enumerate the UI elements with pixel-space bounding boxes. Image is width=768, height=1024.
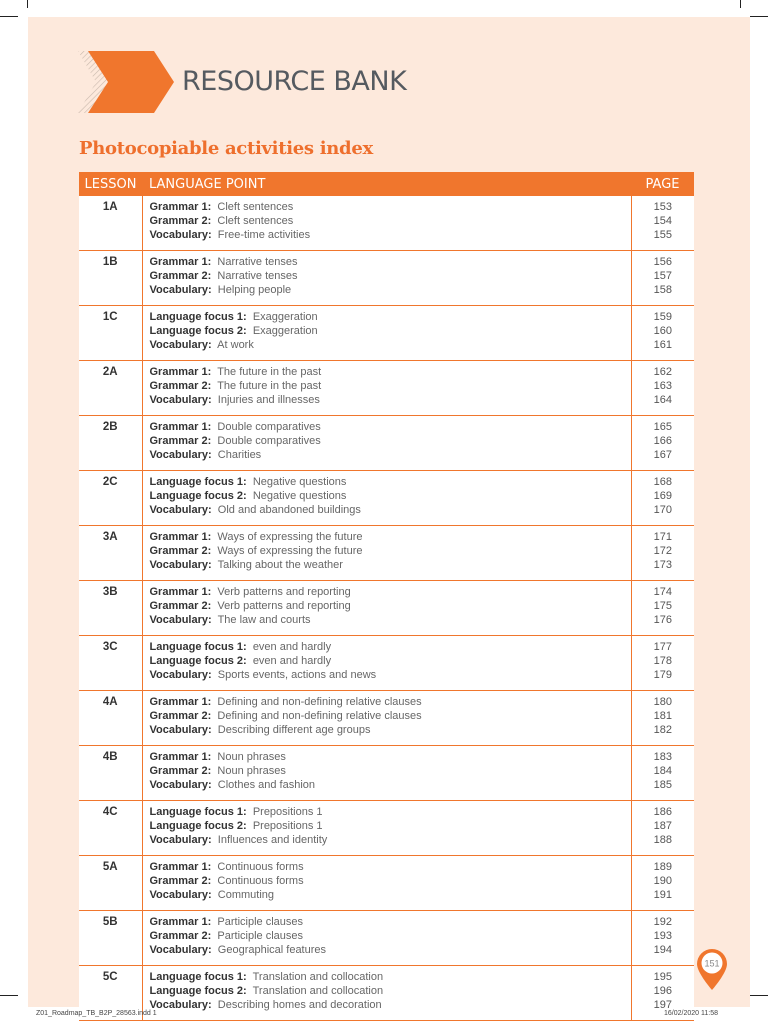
activity-type-label: Grammar 2:	[149, 600, 212, 612]
activity-topic: Participle clauses	[217, 930, 303, 942]
activity-type-label: Grammar 2:	[149, 435, 212, 447]
page-cell	[631, 636, 694, 691]
activity-topic: Describing different age groups	[217, 724, 371, 736]
crop-mark	[0, 995, 18, 996]
activity-topic: even and hardly	[252, 655, 332, 667]
crop-mark	[750, 995, 768, 996]
table-row	[79, 691, 694, 746]
table-row	[79, 526, 694, 581]
page-number-value: 181	[653, 710, 672, 722]
page-number-value: 193	[653, 930, 672, 942]
language-point-line	[150, 365, 631, 379]
activity-topic: Ways of expressing the future	[217, 531, 363, 543]
language-point-line	[150, 255, 631, 269]
page-number-value: 180	[653, 696, 672, 708]
language-point-line	[150, 805, 631, 819]
language-point-line	[150, 489, 631, 503]
page-cell	[631, 526, 694, 581]
lesson-code: 1C	[79, 306, 142, 361]
lesson-code: 4C	[79, 801, 142, 856]
table-row	[79, 966, 694, 1021]
language-point-line	[150, 475, 631, 489]
table-row	[79, 361, 694, 416]
activity-type-label: Vocabulary:	[149, 669, 212, 681]
activity-topic: Describing homes and decoration	[217, 999, 382, 1011]
activity-type-label: Grammar 1:	[149, 586, 212, 598]
activity-type-label: Language focus 1:	[149, 971, 247, 983]
activity-type-label: Grammar 1:	[149, 861, 212, 873]
activity-topic: The law and courts	[217, 614, 311, 626]
activity-topic: Defining and non-defining relative clauses	[217, 710, 422, 722]
page-number-value: 168	[653, 476, 672, 488]
language-point-line	[150, 750, 631, 764]
table-row	[79, 251, 694, 306]
activity-topic: Verb patterns and reporting	[217, 586, 351, 598]
activity-type-label: Language focus 2:	[149, 985, 247, 997]
page-number-value: 195	[653, 971, 672, 983]
language-point-line	[150, 819, 631, 833]
language-point-line	[150, 503, 631, 517]
language-point-line	[150, 943, 631, 957]
language-point-line	[150, 874, 631, 888]
language-point-line	[150, 860, 631, 874]
language-point-cell	[142, 526, 631, 581]
activity-topic: Continuous forms	[217, 861, 304, 873]
page-cell	[631, 581, 694, 636]
activity-type-label: Grammar 1:	[149, 696, 212, 708]
activity-topic: even and hardly	[252, 641, 332, 653]
activity-type-label: Grammar 1:	[149, 421, 212, 433]
footer-filename: Z01_Roadmap_TB_B2P_28563.indd 1	[36, 1010, 157, 1017]
activity-topic: Negative questions	[252, 490, 347, 502]
page-number-value: 169	[653, 490, 672, 502]
language-point-line	[150, 929, 631, 943]
activity-topic: Clothes and fashion	[217, 779, 316, 791]
activity-topic: Narrative tenses	[217, 270, 298, 282]
page-cell	[631, 361, 694, 416]
page-number-value: 191	[653, 889, 672, 901]
activity-topic: Old and abandoned buildings	[217, 504, 361, 516]
page-number-value: 159	[653, 311, 672, 323]
page-number-value: 192	[653, 916, 672, 928]
activity-type-label: Vocabulary:	[149, 229, 212, 241]
activities-index-table	[79, 172, 694, 1021]
crop-mark	[27, 0, 28, 8]
activity-topic: The future in the past	[217, 366, 322, 378]
activity-type-label: Grammar 1:	[149, 201, 212, 213]
activity-topic: Ways of expressing the future	[217, 545, 363, 557]
language-point-cell	[142, 361, 631, 416]
language-point-cell	[142, 471, 631, 526]
activity-topic: Noun phrases	[217, 765, 286, 777]
activity-type-label: Grammar 2:	[149, 930, 212, 942]
page-number-value: 173	[653, 559, 672, 571]
language-point-line	[150, 668, 631, 682]
page-number-value: 164	[653, 394, 672, 406]
activity-type-label: Vocabulary:	[149, 834, 212, 846]
activity-type-label: Language focus 1:	[149, 806, 247, 818]
language-point-cell	[142, 636, 631, 691]
page-number-value: 174	[653, 586, 672, 598]
page-number-value: 179	[653, 669, 672, 681]
column-header-page: PAGE	[631, 172, 694, 196]
activity-topic: Prepositions 1	[252, 806, 323, 818]
page-number-value: 166	[653, 435, 672, 447]
activity-type-label: Language focus 1:	[149, 476, 247, 488]
language-point-line	[150, 915, 631, 929]
language-point-cell	[142, 856, 631, 911]
activity-topic: Verb patterns and reporting	[217, 600, 351, 612]
page-number-value: 161	[653, 339, 672, 351]
language-point-line	[150, 338, 631, 352]
page-number-value: 197	[653, 999, 672, 1011]
language-point-line	[150, 640, 631, 654]
activity-topic: Influences and identity	[217, 834, 328, 846]
activity-type-label: Grammar 1:	[149, 751, 212, 763]
column-header-lesson: LESSON	[79, 172, 142, 196]
activity-type-label: Vocabulary:	[149, 944, 212, 956]
language-point-cell	[142, 966, 631, 1021]
activity-type-label: Vocabulary:	[149, 449, 212, 461]
language-point-cell	[142, 911, 631, 966]
language-point-cell	[142, 691, 631, 746]
language-point-line	[150, 420, 631, 434]
page-cell	[631, 691, 694, 746]
activity-topic: Injuries and illnesses	[217, 394, 320, 406]
page-number-value: 187	[653, 820, 672, 832]
activity-topic: Exaggeration	[252, 325, 318, 337]
activity-topic: Helping people	[217, 284, 292, 296]
page-number-value: 154	[653, 215, 672, 227]
page-number-value: 177	[653, 641, 672, 653]
language-point-line	[150, 448, 631, 462]
page-number-value: 157	[653, 270, 672, 282]
language-point-line	[150, 379, 631, 393]
activity-topic: Cleft sentences	[217, 215, 294, 227]
activity-topic: Prepositions 1	[252, 820, 323, 832]
table-header-row	[79, 172, 694, 196]
lesson-code: 4A	[79, 691, 142, 746]
activity-type-label: Grammar 2:	[149, 710, 212, 722]
page-number-value: 165	[653, 421, 672, 433]
language-point-cell	[142, 306, 631, 361]
language-point-line	[150, 709, 631, 723]
language-point-line	[150, 833, 631, 847]
lesson-code: 2B	[79, 416, 142, 471]
activity-topic: Double comparatives	[217, 435, 321, 447]
activity-type-label: Grammar 1:	[149, 916, 212, 928]
language-point-line	[150, 778, 631, 792]
lesson-code: 4B	[79, 746, 142, 801]
language-point-line	[150, 585, 631, 599]
page-title: RESOURCE BANK	[182, 66, 407, 97]
page-number-value: 153	[653, 201, 672, 213]
lesson-code: 5B	[79, 911, 142, 966]
activity-type-label: Vocabulary:	[149, 559, 212, 571]
table-row	[79, 636, 694, 691]
lesson-code: 5A	[79, 856, 142, 911]
language-point-line	[150, 434, 631, 448]
language-point-cell	[142, 801, 631, 856]
activity-topic: Noun phrases	[217, 751, 286, 763]
page-number-value: 175	[653, 600, 672, 612]
activity-type-label: Vocabulary:	[149, 394, 212, 406]
language-point-cell	[142, 746, 631, 801]
activity-type-label: Language focus 2:	[149, 655, 247, 667]
page-number-value: 171	[653, 531, 672, 543]
page-cell	[631, 856, 694, 911]
lesson-code: 2A	[79, 361, 142, 416]
language-point-line	[150, 530, 631, 544]
language-point-cell	[142, 196, 631, 251]
table-row	[79, 911, 694, 966]
language-point-line	[150, 723, 631, 737]
activity-topic: Charities	[217, 449, 262, 461]
activity-type-label: Language focus 2:	[149, 490, 247, 502]
activity-type-label: Grammar 2:	[149, 380, 212, 392]
activity-topic: Translation and collocation	[252, 985, 384, 997]
activity-topic: Geographical features	[217, 944, 327, 956]
page-cell	[631, 251, 694, 306]
activity-type-label: Language focus 2:	[149, 325, 247, 337]
activity-type-label: Language focus 1:	[149, 641, 247, 653]
language-point-line	[150, 654, 631, 668]
page-number-value: 176	[653, 614, 672, 626]
page-cell	[631, 471, 694, 526]
language-point-line	[150, 544, 631, 558]
page-number-value: 182	[653, 724, 672, 736]
lesson-code: 1A	[79, 196, 142, 251]
language-point-line	[150, 984, 631, 998]
page-number-value: 183	[653, 751, 672, 763]
activity-type-label: Vocabulary:	[149, 614, 212, 626]
table-row	[79, 746, 694, 801]
activity-topic: Continuous forms	[217, 875, 304, 887]
page-number-value: 158	[653, 284, 672, 296]
page-number-value: 196	[653, 985, 672, 997]
activity-type-label: Grammar 2:	[149, 765, 212, 777]
lesson-code: 2C	[79, 471, 142, 526]
page-number-value: 160	[653, 325, 672, 337]
page-number-value: 172	[653, 545, 672, 557]
table-row	[79, 196, 694, 251]
activity-type-label: Vocabulary:	[149, 889, 212, 901]
crop-mark	[0, 16, 18, 17]
language-point-line	[150, 695, 631, 709]
table-row	[79, 856, 694, 911]
page-cell	[631, 306, 694, 361]
page-number-value: 194	[653, 944, 672, 956]
language-point-line	[150, 214, 631, 228]
page-cell	[631, 746, 694, 801]
activity-type-label: Grammar 1:	[149, 256, 212, 268]
activity-type-label: Grammar 1:	[149, 531, 212, 543]
table-row	[79, 581, 694, 636]
activity-topic: Sports events, actions and news	[217, 669, 377, 681]
activity-type-label: Vocabulary:	[149, 339, 212, 351]
activity-type-label: Grammar 2:	[149, 270, 212, 282]
page-number-value: 185	[653, 779, 672, 791]
language-point-line	[150, 283, 631, 297]
activity-topic: Cleft sentences	[217, 201, 294, 213]
lesson-code: 1B	[79, 251, 142, 306]
table-row	[79, 471, 694, 526]
crop-mark	[750, 16, 768, 17]
lesson-code: 5C	[79, 966, 142, 1021]
activity-type-label: Grammar 1:	[149, 366, 212, 378]
language-point-line	[150, 393, 631, 407]
page-number-value: 190	[653, 875, 672, 887]
language-point-line	[150, 558, 631, 572]
page-cell	[631, 911, 694, 966]
activity-type-label: Grammar 2:	[149, 215, 212, 227]
activity-type-label: Vocabulary:	[149, 779, 212, 791]
activity-topic: Talking about the weather	[217, 559, 343, 571]
language-point-line	[150, 310, 631, 324]
activity-topic: Double comparatives	[217, 421, 321, 433]
activity-topic: Participle clauses	[217, 916, 303, 928]
language-point-line	[150, 599, 631, 613]
page-number-value: 189	[653, 861, 672, 873]
page-number-value: 167	[653, 449, 672, 461]
language-point-line	[150, 269, 631, 283]
activity-topic: Narrative tenses	[217, 256, 298, 268]
activity-type-label: Language focus 2:	[149, 820, 247, 832]
page-number-value: 163	[653, 380, 672, 392]
activity-topic: Negative questions	[252, 476, 347, 488]
activity-topic: At work	[217, 339, 254, 351]
table-row	[79, 306, 694, 361]
table-row	[79, 416, 694, 471]
banner-arrow-graphic	[78, 51, 174, 113]
activity-topic: Commuting	[217, 889, 275, 901]
activity-topic: Free-time activities	[217, 229, 311, 241]
activity-topic: The future in the past	[217, 380, 322, 392]
lesson-code: 3A	[79, 526, 142, 581]
page-number-value: 170	[653, 504, 672, 516]
lesson-code: 3B	[79, 581, 142, 636]
activity-type-label: Vocabulary:	[149, 504, 212, 516]
page-number-value: 155	[653, 229, 672, 241]
lesson-code: 3C	[79, 636, 142, 691]
page-number-value: 184	[653, 765, 672, 777]
activity-type-label: Language focus 1:	[149, 311, 247, 323]
language-point-line	[150, 613, 631, 627]
page-number-value: 156	[653, 256, 672, 268]
language-point-cell	[142, 251, 631, 306]
section-title: Photocopiable activities index	[79, 138, 373, 159]
activity-topic: Translation and collocation	[252, 971, 384, 983]
activity-type-label: Vocabulary:	[149, 999, 212, 1011]
page-number-pin-icon	[695, 947, 729, 991]
page-number-value: 162	[653, 366, 672, 378]
footer-timestamp: 16/02/2020 11:58	[664, 1010, 718, 1017]
language-point-line	[150, 764, 631, 778]
language-point-line	[150, 228, 631, 242]
language-point-line	[150, 888, 631, 902]
language-point-line	[150, 324, 631, 338]
page-cell	[631, 196, 694, 251]
page-number: 151	[704, 958, 720, 969]
page-number-value: 186	[653, 806, 672, 818]
page-number-value: 178	[653, 655, 672, 667]
activity-type-label: Grammar 2:	[149, 545, 212, 557]
activity-type-label: Grammar 2:	[149, 875, 212, 887]
column-header-language-point: LANGUAGE POINT	[142, 172, 631, 196]
activity-type-label: Vocabulary:	[149, 284, 212, 296]
language-point-line	[150, 970, 631, 984]
activity-type-label: Vocabulary:	[149, 724, 212, 736]
page-cell	[631, 416, 694, 471]
page-number-value: 188	[653, 834, 672, 846]
activity-topic: Exaggeration	[252, 311, 318, 323]
language-point-line	[150, 998, 631, 1012]
activity-topic: Defining and non-defining relative clauses	[217, 696, 422, 708]
table-row	[79, 801, 694, 856]
language-point-cell	[142, 416, 631, 471]
crop-mark	[740, 0, 741, 8]
language-point-cell	[142, 581, 631, 636]
page-cell	[631, 801, 694, 856]
language-point-line	[150, 200, 631, 214]
